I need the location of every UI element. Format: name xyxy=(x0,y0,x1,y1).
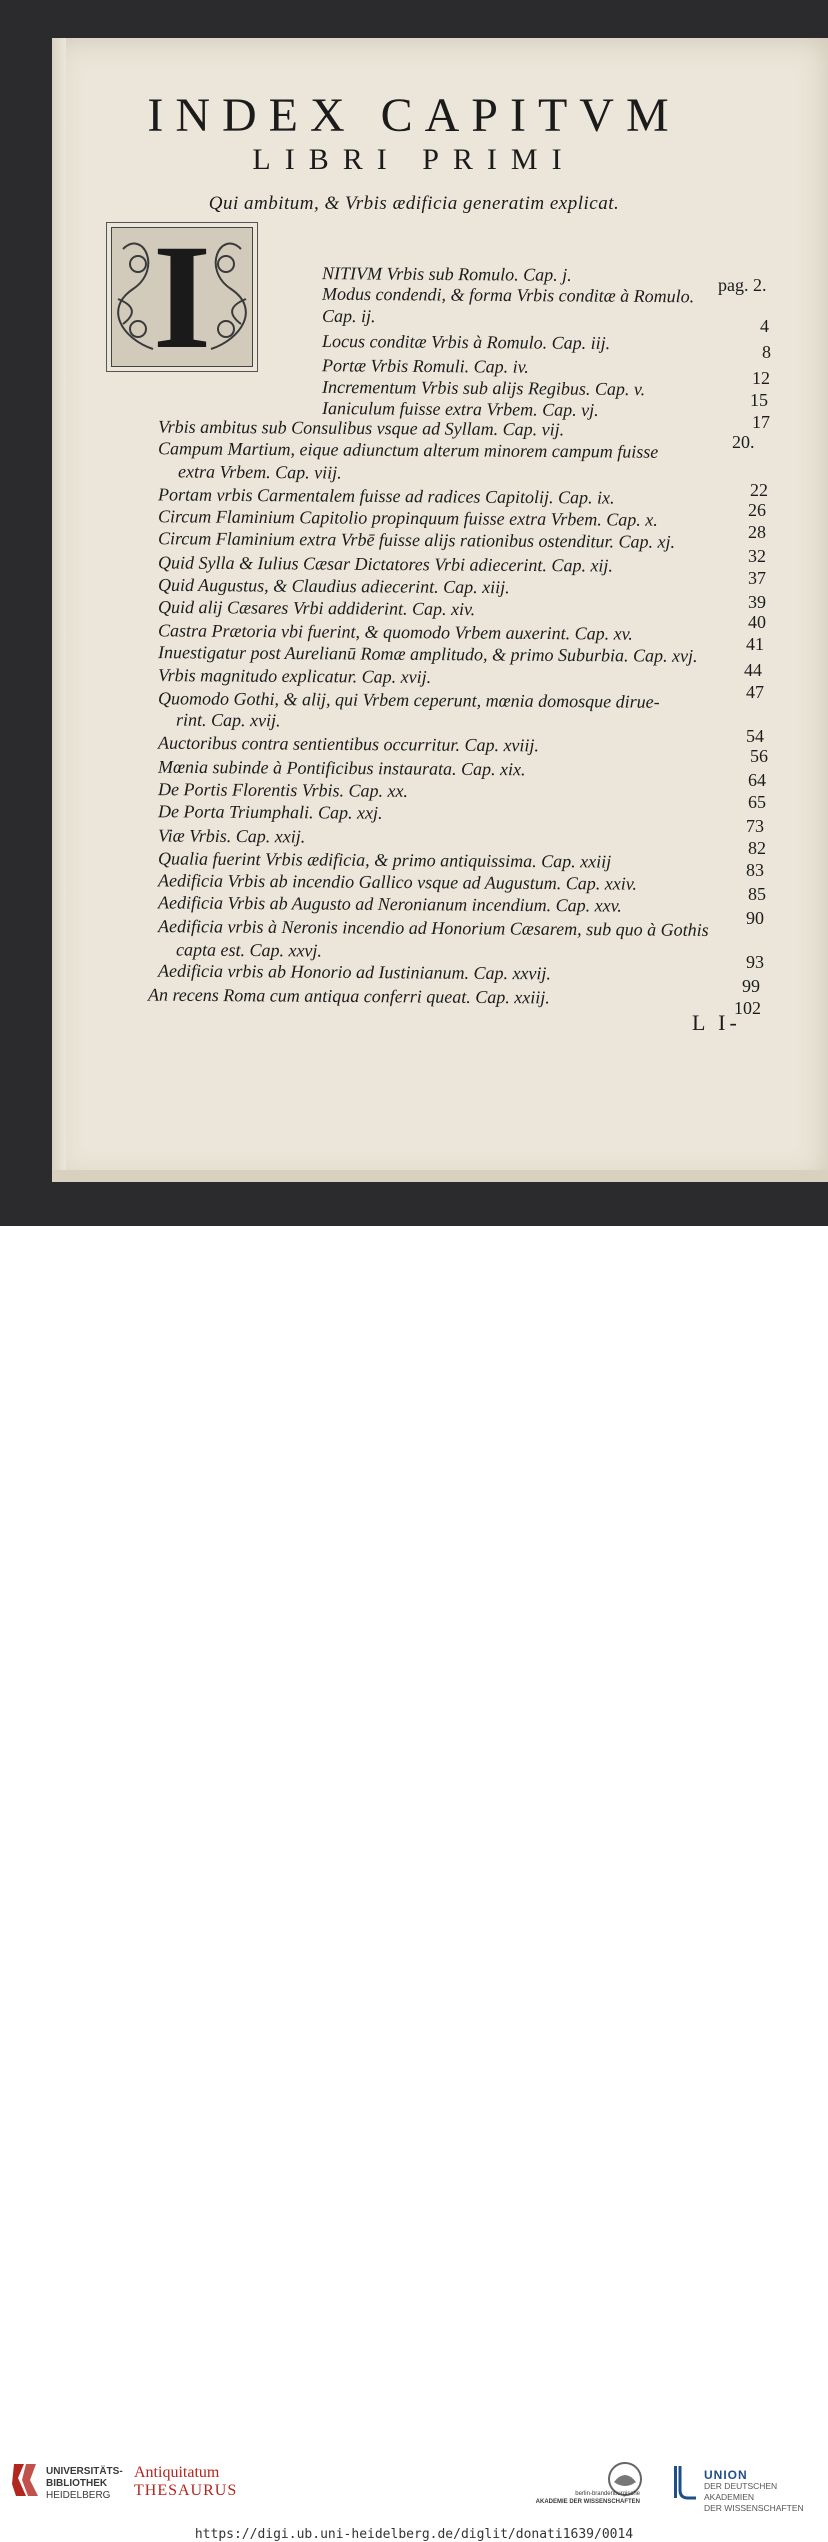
heidelberg-logo-text xyxy=(46,2466,123,2502)
index-entry-text: Modus condendi, & forma Vrbis conditæ à Romulo. xyxy=(321,283,695,307)
index-entry-text: Aedificia vrbis à Neronis incendio ad Honorium Cæsarem, sub quo à Gothis xyxy=(157,916,709,940)
index-entry-text: Auctoribus contra sentientibus occurritur. Cap. xviij. xyxy=(157,732,540,756)
index-entry-text: Campum Martium, eique adiunctum alterum minorem campum fuisse xyxy=(157,438,659,462)
index-entry-page: 15 xyxy=(750,390,768,410)
index-entry-page: 40 xyxy=(748,612,766,632)
index-entry-text: Vrbis ambitus sub Consulibus vsque ad Syllam. Cap. vij. xyxy=(157,416,565,440)
decorated-initial xyxy=(106,214,258,380)
index-entry-page: 90 xyxy=(746,908,764,928)
index-subheading: Qui ambitum, & Vrbis ædificia generatim explicat. xyxy=(208,193,620,214)
index-entry-text: Portam vrbis Carmentalem fuisse ad radices Capitolij. Cap. ix. xyxy=(157,484,615,508)
index-entry-page: 93 xyxy=(746,952,764,972)
index-subtitle: LIBRI PRIMI xyxy=(252,143,576,176)
page-edge xyxy=(52,1170,828,1182)
index-entry-page: 83 xyxy=(746,860,764,880)
logo1-line3: HEIDELBERG xyxy=(46,2490,111,2501)
index-entry-page: 20. xyxy=(732,432,755,452)
index-entry-page: 32 xyxy=(748,546,766,566)
thesaurus-logo xyxy=(134,2464,237,2500)
index-entry-text: Quid Augustus, & Claudius adiecerint. Cap. xiij. xyxy=(157,574,510,598)
index-entry-page: 56 xyxy=(750,746,768,766)
logo4-line1: UNION xyxy=(704,2468,748,2482)
bbaw-logo-text xyxy=(530,2490,640,2506)
index-entry-page: 65 xyxy=(748,792,766,812)
index-entry-text: Quid Sylla & Iulius Cæsar Dictatores Vrbi adiecerint. Cap. xij. xyxy=(157,552,614,576)
logo4-line2: DER DEUTSCHEN AKADEMIEN xyxy=(704,2481,778,2502)
index-title: INDEX CAPITVM xyxy=(147,89,681,142)
index-entry-page: 64 xyxy=(748,770,766,790)
index-entry-text: Aedificia Vrbis ab incendio Gallico vsque ad Augustum. Cap. xxiv. xyxy=(157,870,637,894)
index-entry-text: extra Vrbem. Cap. viij. xyxy=(177,461,342,483)
index-entry-page: 12 xyxy=(752,368,770,388)
index-entry-text: Locus conditæ Vrbis à Romulo. Cap. iij. xyxy=(321,330,611,354)
index-entry-page: 82 xyxy=(748,838,766,858)
index-entry-text: Inuestigatur post Aurelianū Romæ amplitudo, & primo Suburbia. Cap. xvj. xyxy=(157,642,698,666)
index-entry-text: An recens Roma cum antiqua conferri queat. Cap. xxiij. xyxy=(147,984,550,1008)
logo4-line3: DER WISSENSCHAFTEN xyxy=(704,2503,804,2513)
index-entry-text: Vrbis magnitudo explicatur. Cap. xvij. xyxy=(157,665,432,687)
index-entry-page: 28 xyxy=(748,522,766,542)
index-entry-text: rint. Cap. xvij. xyxy=(175,709,281,731)
union-logo-icon xyxy=(670,2462,700,2502)
index-entry-text: Quomodo Gothi, & alij, qui Vrbem ceperunt, mœnia domosque dirue- xyxy=(157,688,660,712)
index-entry-page: 17 xyxy=(752,412,770,432)
index-entry-text: De Portis Florentis Vrbis. Cap. xx. xyxy=(157,779,409,801)
index-entry-text: Castra Prætoria vbi fuerint, & quomodo Vrbem auxerint. Cap. xv. xyxy=(157,620,633,644)
index-entry-page: 102 xyxy=(734,998,761,1018)
source-url[interactable]: https://digi.ub.uni-heidelberg.de/diglit/donati1639/0014 xyxy=(194,2527,634,2542)
index-entry-text: capta est. Cap. xxvj. xyxy=(175,939,323,961)
catchword: L I- xyxy=(692,1010,741,1035)
index-entry-page: 47 xyxy=(746,682,764,702)
logo3-line2: AKADEMIE DER WISSENSCHAFTEN xyxy=(535,2499,640,2505)
logo1-line2: BIBLIOTHEK xyxy=(46,2478,108,2489)
logo2-line2: THESAURUS xyxy=(134,2482,238,2499)
initial-letter-I: I xyxy=(152,214,212,380)
index-entry-text: Aedificia Vrbis ab Augusto ad Neronianum incendium. Cap. xxv. xyxy=(157,892,622,916)
index-entry-text: Portæ Vrbis Romuli. Cap. iv. xyxy=(321,355,529,377)
index-entry-text: Aedificia vrbis ab Honorio ad Iustinianum. Cap. xxvij. xyxy=(157,960,552,984)
scan-background xyxy=(0,0,828,1226)
index-entry-text: Qualia fuerint Vrbis ædificia, & primo antiquissima. Cap. xxiij xyxy=(157,848,612,872)
index-entry-page: 26 xyxy=(748,500,766,520)
index-entry-page: 54 xyxy=(746,726,764,746)
index-entry-text: Quid alij Cæsares Vrbi addiderint. Cap. xiv. xyxy=(157,596,476,620)
logo2-line1: Antiquitatum xyxy=(134,2464,220,2481)
index-entry-page: 99 xyxy=(742,976,760,996)
index-entry-page: 8 xyxy=(762,342,771,362)
index-entry-page: pag. 2. xyxy=(718,275,767,295)
heidelberg-logo-icon xyxy=(10,2460,40,2500)
index-entry-page: 4 xyxy=(760,316,769,336)
index-entry-page: 41 xyxy=(746,634,764,654)
index-entry-page: 44 xyxy=(744,660,762,680)
index-entry-text: Cap. ij. xyxy=(321,305,376,327)
index-entry-text: Viæ Vrbis. Cap. xxij. xyxy=(157,825,306,847)
index-entry-page: 39 xyxy=(748,592,766,612)
index-entry-page: 37 xyxy=(748,568,766,588)
logo3-line1: berlin-brandenburgische xyxy=(575,2491,640,2497)
index-entry-text: Mœnia subinde à Pontificibus instaurata. Cap. xix. xyxy=(157,756,526,780)
index-entry-page: 73 xyxy=(746,816,764,836)
index-entry-text: Incrementum Vrbis sub alijs Regibus. Cap. v. xyxy=(321,376,646,400)
footer-bar xyxy=(0,1226,828,2542)
index-entry-text: Circum Flaminium extra Vrbē fuisse alijs rationibus ostenditur. Cap. xj. xyxy=(157,528,676,552)
index-entry-text: NITIVM Vrbis sub Romulo. Cap. j. xyxy=(321,263,572,285)
index-entry-text: Ianiculum fuisse extra Vrbem. Cap. vj. xyxy=(321,398,599,420)
union-logo-text xyxy=(704,2470,828,2514)
logo1-line1: UNIVERSITÄTS- xyxy=(46,2466,123,2477)
index-entry-text: De Porta Triumphali. Cap. xxj. xyxy=(157,801,383,823)
index-entry-text: Circum Flaminium Capitolio propinquum fuisse extra Vrbem. Cap. x. xyxy=(157,506,658,530)
index-entry-page: 85 xyxy=(748,884,766,904)
index-entry-page: 22 xyxy=(750,480,768,500)
